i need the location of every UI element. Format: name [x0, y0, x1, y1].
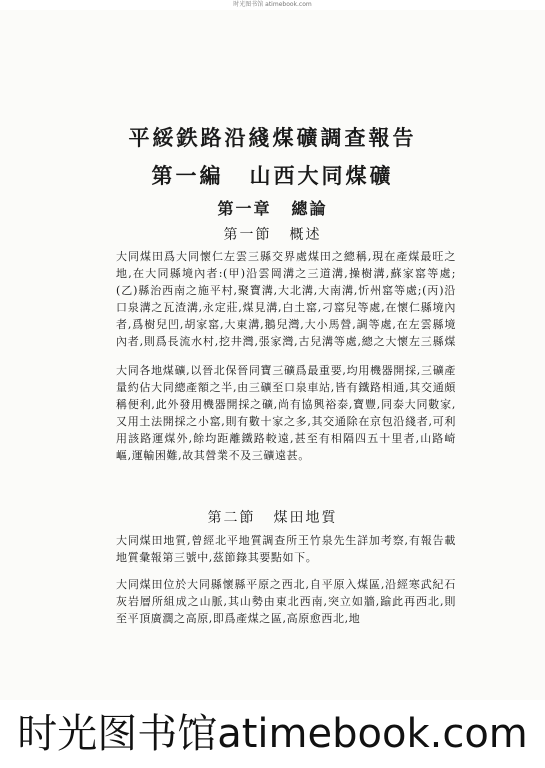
report-title: 平綏鉄路沿綫煤礦調查報告: [128, 125, 417, 150]
body-paragraph: 大同煤田位於大同縣懷縣平原之西北,自平原入煤區,沿經寒武紀石灰岩層所組成之山脈,其山勢由東北西南,突立如牆,踰此再西北,則至平頂廣濶之高原,即爲產煤之區,高原愈西北,地: [116, 578, 456, 625]
part-label: 第一編: [151, 163, 224, 188]
body-paragraph: 大同煤田爲大同懷仁左雲三縣交界處煤田之總稱,現在產煤最旺之地,在大同縣境內者:(甲)沿雲岡溝之三道溝,操樹溝,蘇家窰等處;(乙)縣治西南之施平村,聚寶溝,大北溝,大南溝,忻州窰等處;(丙)沿口泉溝之瓦渣溝,永定莊,煤見溝,白土窰,刁窰兒等處,在懷仁縣境內者,爲樹兒凹,胡家窰,大東溝,鵝兒灣,大小馬營,調等處,在左雲縣境內者,則爲長流水村,挖井灣,張家灣,古兒溝等處,總之大懷左三縣煤: [116, 250, 456, 348]
section-label: 第一節: [223, 227, 272, 243]
body-paragraph: 大同各地煤礦,以晉北保晉同寶三礦爲最重要,均用機器開採,三礦產量約佔大同總產額之半,由三礦至口泉車站,皆有鐵路相通,其交通頗稱便利,此外發用機器開採之礦,尚有協興裕泰,寶豐,同泰大同數家,又用土法開採之小窰,則有數十家之多,其交通除在京包沿綫者,可利用該路運煤外,餘均距離鐵路較遠,甚至有相隔四五十里者,山路崎嶇,運輸困難,故其營業不及三礦遠甚。: [116, 364, 456, 462]
chapter-heading: [0, 196, 545, 219]
watermark-footer: 时光图书馆atimebook.com: [17, 711, 528, 757]
part-heading: [0, 160, 545, 190]
body-paragraph: 大同煤田地質,曾經北平地質調查所王竹泉先生詳加考察,有報告載地質彙報第三號中,茲節錄其要點如下。: [116, 534, 456, 564]
scanned-page: [0, 10, 545, 700]
section-heading: [0, 507, 545, 527]
chapter-label: 第一章: [217, 199, 272, 218]
chapter-name: 總論: [291, 199, 328, 218]
section-name: 概述: [289, 227, 322, 243]
section-label: 第二節: [207, 510, 256, 526]
section-heading: [0, 224, 545, 244]
site-header: 时光图书馆 atimebook.com: [233, 1, 312, 8]
section-name: 煤田地質: [273, 510, 338, 526]
part-name: 山西大同煤礦: [249, 163, 394, 188]
